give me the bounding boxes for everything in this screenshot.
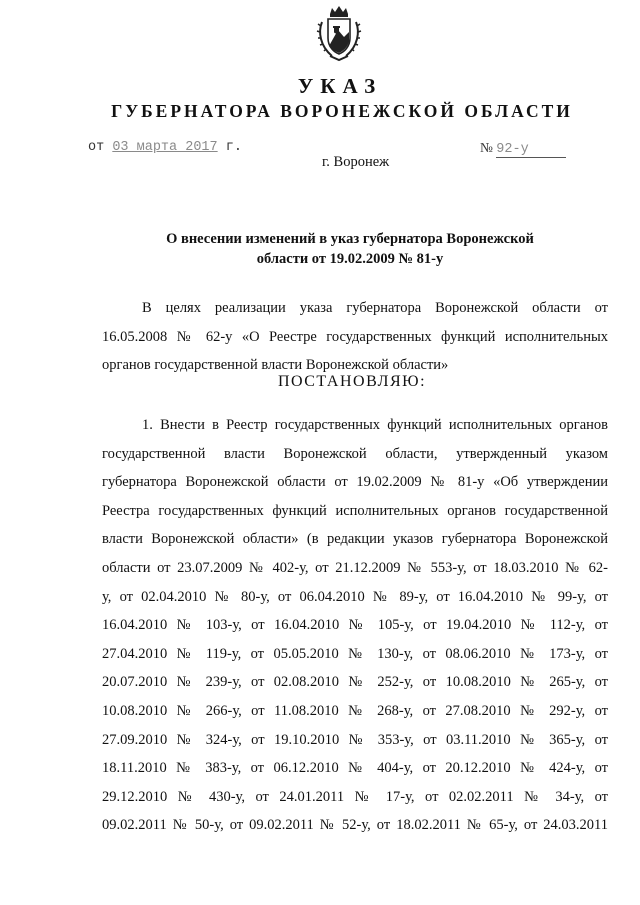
preamble-line-1: В целях реализации указа губернатора Воронежской области от (142, 300, 608, 316)
number-value: 92-у (496, 142, 566, 158)
paragraph-line: 18.11.2010 № 383-у, от 06.12.2010 № 404-у, от 20.12.2010 № 424-у, от (102, 760, 608, 777)
preamble (102, 294, 608, 380)
paragraph-line: 09.02.2011 № 50-у, от 09.02.2011 № 52-у, от 18.02.2011 № 65-у, от 24.03.2011 (102, 817, 608, 834)
document-subtitle: ГУБЕРНАТОРА ВОРОНЕЖСКОЙ ОБЛАСТИ (111, 101, 573, 121)
number-prefix: № (480, 140, 493, 155)
paragraph-line: 27.09.2010 № 324-у, от 19.10.2010 № 353-у, от 03.11.2010 № 365-у, от (102, 731, 608, 748)
document-subject (140, 229, 560, 269)
date-suffix: г. (225, 140, 242, 155)
decree-word: ПОСТАНОВЛЯЮ: (277, 373, 427, 390)
paragraph-line: государственной власти Воронежской области, утвержденный указом (102, 445, 608, 462)
paragraph-line: 16.04.2010 № 103-у, от 16.04.2010 № 105-у, от 19.04.2010 № 112-у, от (102, 617, 608, 634)
subject-line-2: области от 19.02.2009 № 81-у (256, 251, 444, 267)
paragraph-line: 10.08.2010 № 266-у, от 11.08.2010 № 268-у, от 27.08.2010 № 292-у, от (102, 702, 608, 719)
coat-of-arms-icon (316, 4, 362, 62)
date-prefix: от (88, 140, 105, 155)
paragraph-line: у, от 02.04.2010 № 80-у, от 06.04.2010 № 89-у, от 16.04.2010 № 99-у, от (102, 588, 608, 605)
paragraph-line: 29.12.2010 № 430-у, от 24.01.2011 № 17-у, от 02.02.2011 № 34-у, от (102, 788, 608, 805)
paragraph-line: 20.07.2010 № 239-у, от 02.08.2010 № 252-у, от 10.08.2010 № 265-у, от (102, 674, 608, 691)
number-line (480, 140, 566, 158)
paragraph-line: губернатора Воронежской области от 19.02.2009 № 81-у «Об утверждении (102, 474, 608, 491)
city: г. Воронеж (322, 154, 390, 170)
paragraph-1 (102, 411, 608, 840)
paragraph-line: области от 23.07.2009 № 402-у, от 21.12.2009 № 553-у, от 18.03.2010 № 62- (102, 559, 608, 576)
document-title: УКАЗ (297, 74, 383, 98)
subject-line-1: О внесении изменений в указ губернатора Воронежской (166, 231, 534, 247)
preamble-line-2: 16.05.2008 № 62-у «О Реестре государственных функций исполнительных (102, 328, 608, 345)
paragraph-line: 1. Внести в Реестр государственных функций исполнительных органов (142, 417, 608, 433)
date-value: 03 марта 2017 (112, 140, 218, 155)
paragraph-line: 27.04.2010 № 119-у, от 05.05.2010 № 130-у, от 08.06.2010 № 173-у, от (102, 645, 608, 662)
paragraph-line: Реестра государственных функций исполнительных органов государственной (102, 502, 608, 519)
date-line (88, 140, 242, 155)
paragraph-line: власти Воронежской области» (в редакции указов губернатора Воронежской (102, 531, 608, 548)
preamble-line-3: органов государственной власти Воронежской области» (102, 357, 449, 374)
